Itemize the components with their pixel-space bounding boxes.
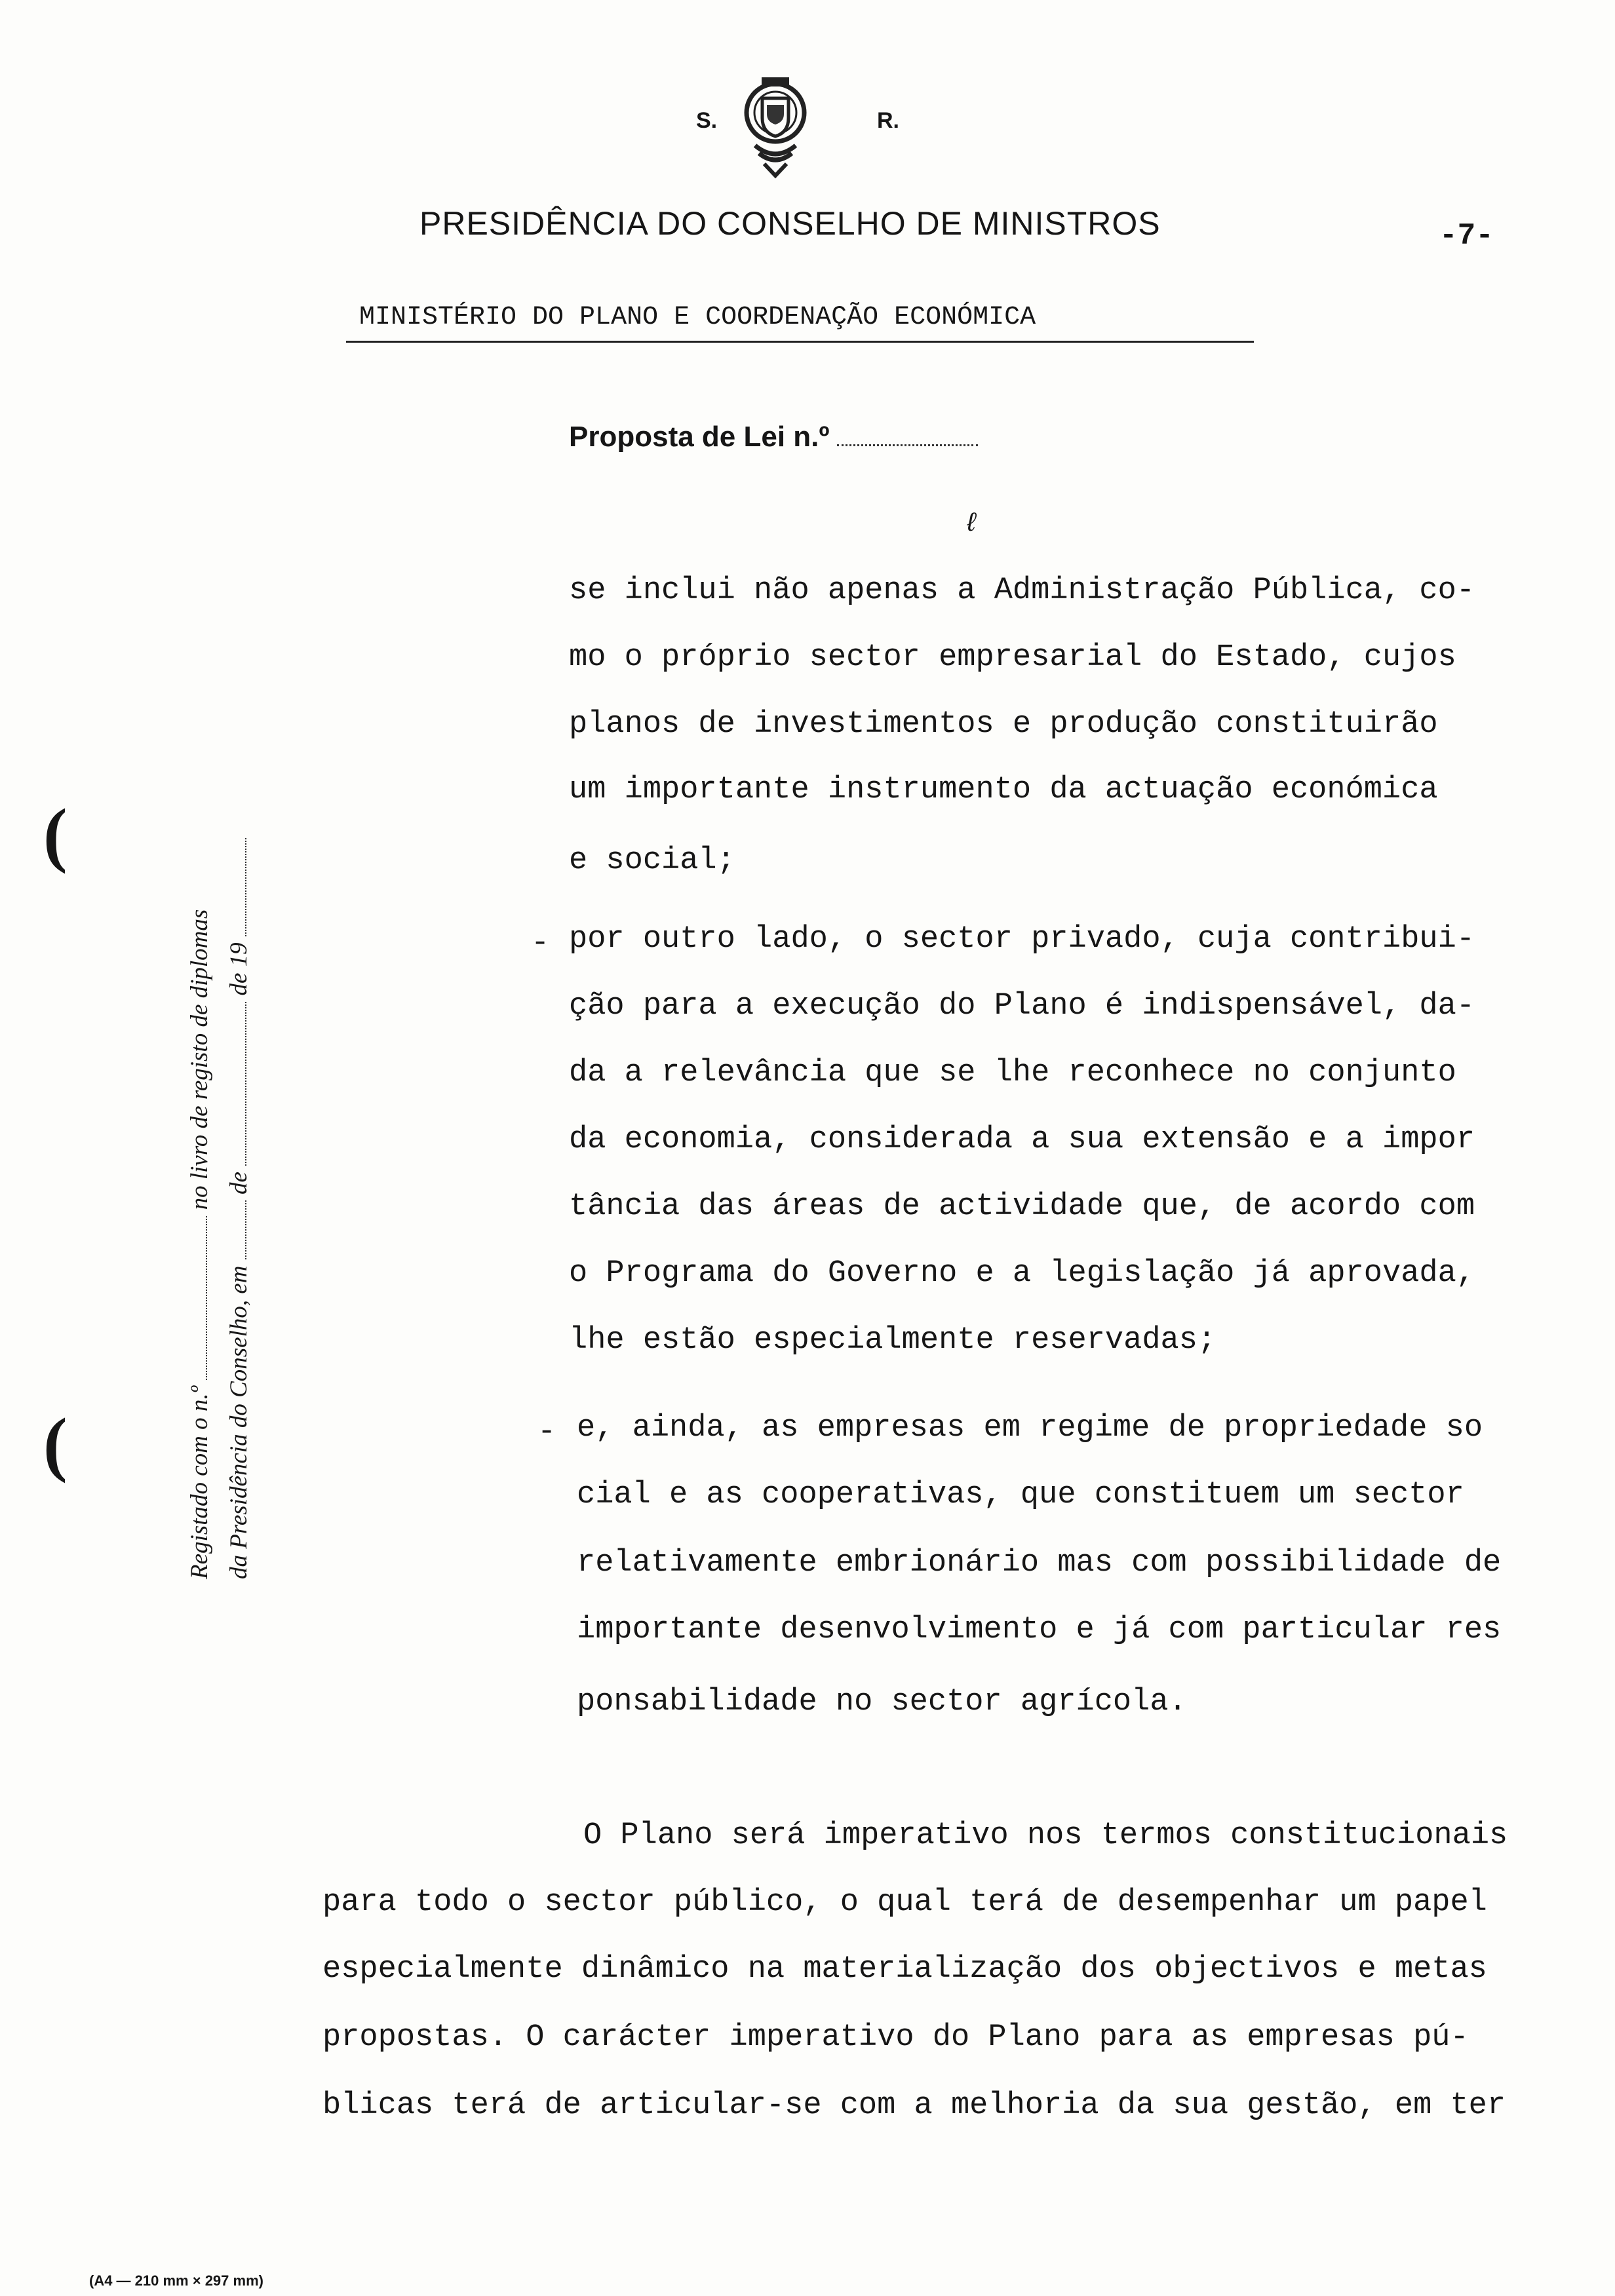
text-line: ção para a execução do Plano é indispensável, da-: [569, 989, 1475, 1024]
text-line: o Programa do Governo e a legislação já aprovada,: [569, 1256, 1475, 1291]
text-line: lhe estão especialmente reservadas;: [569, 1323, 1216, 1358]
text-line: da economia, considerada a sua extensão e a impor: [569, 1122, 1475, 1157]
proposal-label: Proposta de Lei n.º: [569, 421, 830, 453]
list-dash: -: [531, 926, 550, 961]
text-line: e, ainda, as empresas em regime de propriedade so: [577, 1411, 1483, 1445]
text-line: blicas terá de articular-se com a melhoria da sua gestão, em ter: [322, 2088, 1506, 2123]
text-line: tância das áreas de actividade que, de acordo com: [569, 1189, 1475, 1224]
list-dash: -: [537, 1415, 556, 1449]
margin-bracket-top: (: [43, 794, 68, 874]
text-line: cial e as cooperativas, que constituem um sector: [577, 1478, 1464, 1512]
text-line: especialmente dinâmico na materialização dos objectivos e metas: [322, 1952, 1487, 1987]
coat-of-arms-icon: [735, 72, 815, 183]
text-line: da a relevância que se lhe reconhece no conjunto: [569, 1056, 1456, 1090]
month-blank: [228, 1002, 246, 1166]
ministry-underline: [346, 341, 1254, 343]
proposal-heading: [569, 421, 978, 453]
text-line: por outro lado, o sector privado, cuja contribui-: [569, 922, 1475, 957]
margin-bracket-bottom: (: [43, 1404, 68, 1483]
registration-margin-note: [180, 838, 259, 1579]
text-line: planos de investimentos e produção constituirão: [569, 707, 1438, 742]
proposal-number-blank: [837, 422, 978, 446]
registration-number-blank: [189, 1216, 207, 1380]
r-letter: R.: [877, 108, 899, 133]
margin-note-line-2: da Presidência do Conselho, em de de 19: [220, 838, 259, 1579]
margin-note-line-1: Registado com o n.º no livro de registo de diplomas: [186, 909, 213, 1579]
day-blank: [228, 1200, 246, 1259]
s-letter: S.: [696, 108, 718, 133]
text-line: propostas. O carácter imperativo do Plano para as empresas pú-: [322, 2020, 1469, 2055]
text-line: O Plano será imperativo nos termos constitucionais: [583, 1818, 1508, 1853]
organization-title: PRESIDÊNCIA DO CONSELHO DE MINISTROS: [419, 205, 1161, 242]
handwritten-mark: ℓ: [963, 510, 980, 539]
text-line: mo o próprio sector empresarial do Estado, cujos: [569, 640, 1456, 675]
year-blank: [228, 838, 246, 936]
text-line: ponsabilidade no sector agrícola.: [577, 1685, 1187, 1719]
paper-format: (A4 — 210 mm × 297 mm): [89, 2272, 263, 2289]
ministry-title: MINISTÉRIO DO PLANO E COORDENAÇÃO ECONÓMICA: [359, 303, 1036, 332]
text-line: importante desenvolvimento e já com particular res: [577, 1613, 1502, 1647]
text-line: para todo o sector público, o qual terá de desempenhar um papel: [322, 1885, 1487, 1920]
text-line: se inclui não apenas a Administração Pública, co-: [569, 573, 1475, 608]
text-line: e social;: [569, 843, 735, 878]
page-number: -7-: [1439, 219, 1494, 253]
text-line: relativamente embrionário mas com possibilidade de: [577, 1546, 1502, 1580]
text-line: um importante instrumento da actuação económica: [569, 773, 1438, 807]
